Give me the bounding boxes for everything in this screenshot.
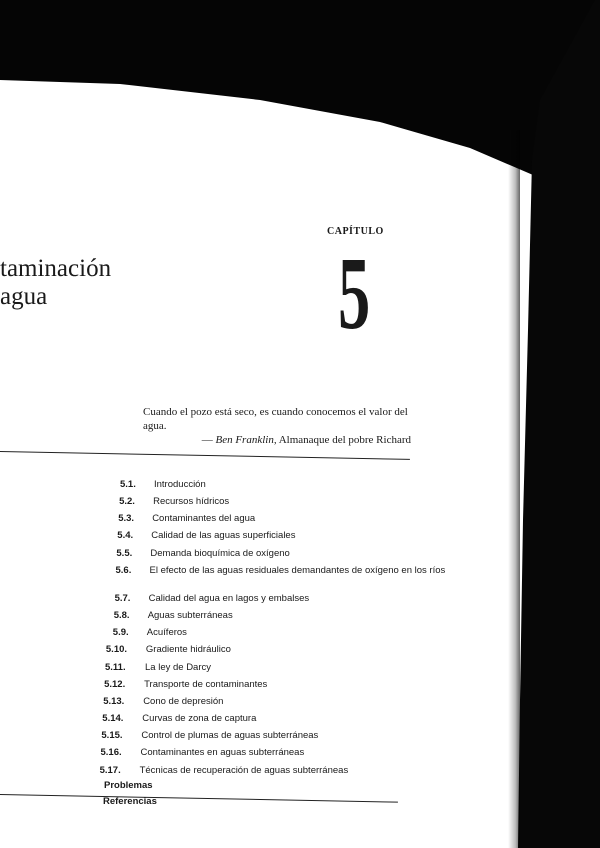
toc-item: [105, 662, 455, 673]
toc-item: [103, 696, 453, 707]
toc-item-number: 5.5.: [116, 547, 133, 559]
toc-item-title: Calidad del agua en lagos y embalses: [148, 592, 310, 604]
toc-item-title: Contaminantes del agua: [152, 513, 256, 525]
toc-item-number: 5.12.: [104, 678, 126, 690]
toc-item: [113, 627, 457, 638]
toc-item-title: Transporte de contaminantes: [144, 678, 268, 690]
epigraph-author: Ben Franklin,: [215, 434, 277, 446]
toc-item-number: 5.10.: [105, 644, 128, 656]
toc-item: [119, 496, 463, 507]
toc-item-title: Contaminantes en aguas subterráneas: [140, 747, 305, 759]
toc-item: [106, 644, 456, 655]
toc-item-number: 5.2.: [119, 496, 135, 508]
toc-item-title: Aguas subterráneas: [147, 610, 233, 622]
toc-item-title: Recursos hídricos: [153, 496, 230, 508]
toc-item-title: Acuíferos: [146, 627, 187, 639]
toc-item: [115, 593, 459, 604]
toc-item-number: 5.1.: [120, 478, 136, 490]
toc-item: [120, 479, 464, 490]
table-of-contents: [0, 466, 600, 806]
toc-item: [117, 530, 461, 541]
toc-item-title: Demanda bioquímica de oxígeno: [150, 547, 290, 559]
toc-item-number: 5.17.: [99, 764, 121, 776]
toc-item-number: 5.16.: [100, 747, 122, 759]
toc-item: [114, 610, 458, 621]
toc-item: [102, 713, 452, 724]
toc-item-number: 5.4.: [117, 530, 134, 542]
chapter-title-line-2: agua: [0, 283, 48, 310]
toc-item: [101, 747, 451, 758]
toc-item-title: Introducción: [154, 478, 206, 490]
toc-item-title: Técnicas de recuperación de aguas subterráneas: [139, 764, 349, 776]
toc-item-title: Control de plumas de aguas subterráneas: [141, 730, 319, 742]
toc-item-number: 5.13.: [103, 695, 125, 707]
toc-item: [118, 513, 462, 524]
toc-item-number: 5.15.: [101, 730, 123, 742]
toc-item-number: 5.3.: [118, 513, 135, 525]
toc-item-title: El efecto de las aguas residuales demandantes de oxígeno en los ríos: [149, 564, 446, 576]
epigraph-source: [143, 433, 433, 447]
chapter-number: 5: [338, 236, 371, 351]
toc-item-title: Cono de depresión: [143, 695, 224, 707]
epigraph-work: Almanaque del pobre Richard: [278, 434, 411, 446]
chapter-label: CAPÍTULO: [327, 226, 384, 237]
divider-top: [0, 451, 410, 460]
toc-item-number: 5.14.: [102, 713, 124, 725]
toc-item: [100, 765, 450, 776]
toc-item-number: 5.11.: [105, 661, 126, 673]
toc-item-number: 5.9.: [112, 627, 129, 639]
toc-item: [116, 548, 460, 559]
chapter-title-line-1: taminación: [0, 255, 112, 282]
toc-extra-1: Referencias: [103, 796, 157, 808]
toc-item-number: 5.7.: [114, 592, 131, 604]
toc-item-title: Curvas de zona de captura: [142, 713, 257, 725]
toc-item-title: Gradiente hidráulico: [145, 644, 231, 656]
toc-item: [104, 679, 454, 690]
toc-item-number: 5.8.: [113, 610, 130, 622]
toc-item-title: Calidad de las aguas superficiales: [151, 530, 296, 542]
epigraph: [143, 405, 433, 447]
epigraph-dash: —: [201, 434, 213, 446]
toc-item: [101, 730, 451, 741]
toc-item-title: La ley de Darcy: [145, 661, 212, 673]
epigraph-text: Cuando el pozo está seco, es cuando conocemos el valor del agua.: [143, 406, 408, 432]
toc-item: [116, 565, 460, 576]
toc-item-number: 5.6.: [115, 564, 132, 576]
toc-extra-0: Problemas: [104, 780, 153, 792]
